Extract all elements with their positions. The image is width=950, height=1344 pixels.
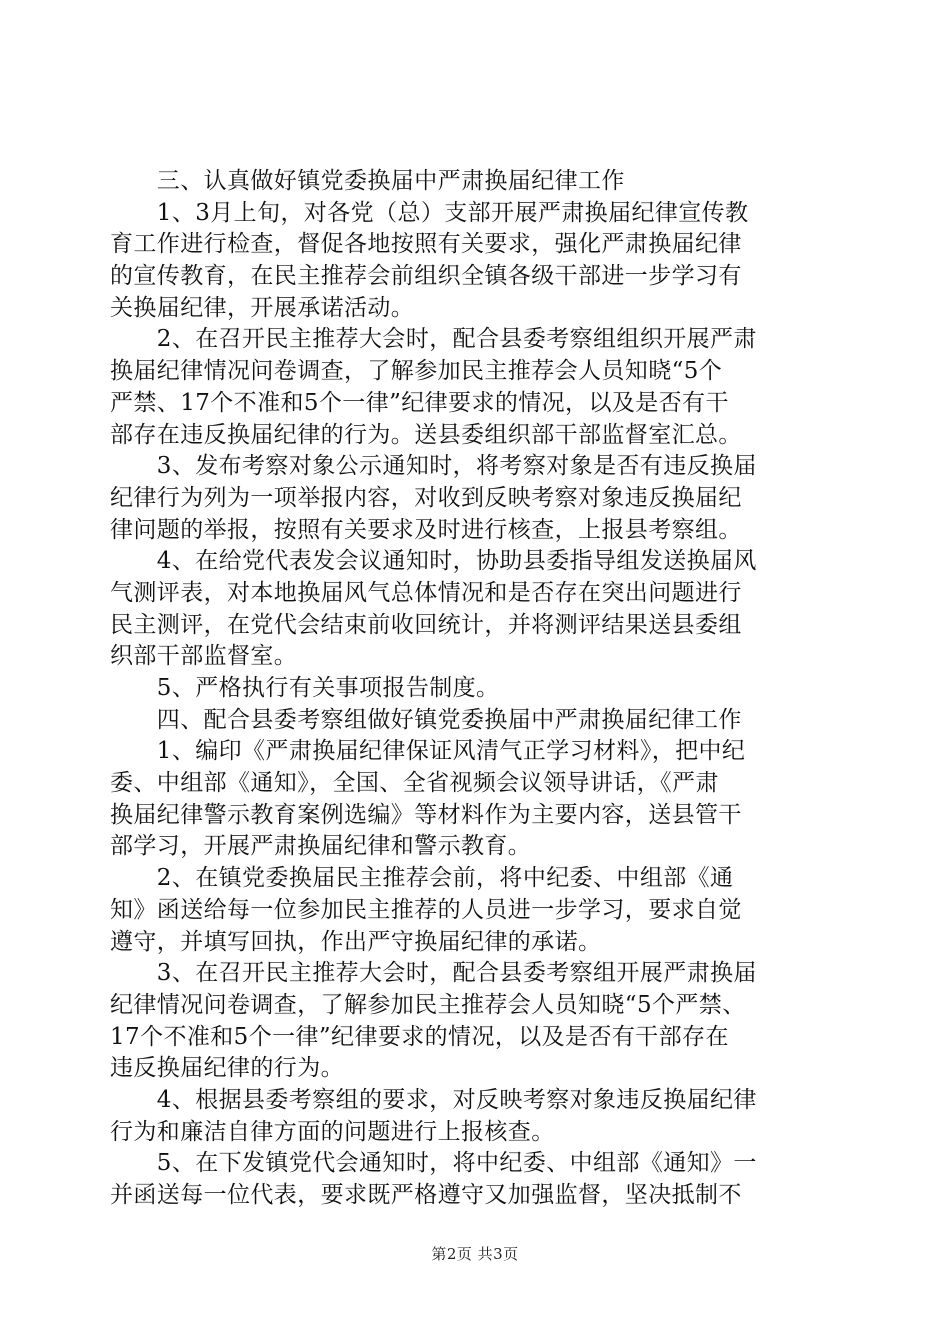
text-line: 4、在给党代表发会议通知时，协助县委指导组发送换届风 bbox=[110, 548, 757, 575]
text-line: 律问题的举报，按照有关要求及时进行核查，上报县考察组。 bbox=[110, 516, 742, 543]
document-body bbox=[110, 166, 830, 1212]
text-line: 2、在召开民主推荐大会时，配合县委考察组组织开展严肃 bbox=[110, 326, 757, 353]
text-line: 1、3月上旬，对各党（总）支部开展严肃换届纪律宣传教 bbox=[110, 199, 749, 226]
text-line: 部存在违反换届纪律的行为。送县委组织部干部监督室汇总。 bbox=[110, 421, 742, 448]
text-line: 遵守，并填写回执，作出严守换届纪律的承诺。 bbox=[110, 928, 602, 955]
text-line: 委、中组部《通知》，全国、全省视频会议领导讲话，《严肃 bbox=[110, 770, 719, 797]
text-line: 的宣传教育，在民主推荐会前组织全镇各级干部进一步学习有 bbox=[110, 263, 742, 290]
text-line: 关换届纪律，开展承诺活动。 bbox=[110, 294, 415, 321]
text-line: 行为和廉洁自律方面的问题进行上报核查。 bbox=[110, 1118, 555, 1145]
text-line: 1、编印《严肃换届纪律保证风清气正学习材料》，把中纪 bbox=[110, 738, 746, 765]
text-line: 四、配合县委考察组做好镇党委换届中严肃换届纪律工作 bbox=[110, 706, 742, 733]
text-line: 5、严格执行有关事项报告制度。 bbox=[110, 675, 500, 701]
text-line: 3、发布考察对象公示通知时，将考察对象是否有违反换届 bbox=[110, 453, 757, 480]
text-line: 并函送每一位代表，要求既严格遵守又加强监督，坚决抵制不 bbox=[110, 1182, 742, 1208]
text-line: 三、认真做好镇党委换届中严肃换届纪律工作 bbox=[110, 168, 625, 194]
text-line: 2、在镇党委换届民主推荐会前，将中纪委、中组部《通 bbox=[110, 865, 734, 892]
text-line: 织部干部监督室。 bbox=[110, 643, 298, 670]
text-line: 换届纪律警示教育案例选编》等材料作为主要内容，送县管干 bbox=[110, 801, 742, 828]
text-line: 纪律情况问卷调查，了解参加民主推荐会人员知晓“5个严禁、 bbox=[110, 991, 746, 1018]
text-line: 气测评表，对本地换届风气总体情况和是否存在突出问题进行 bbox=[110, 579, 742, 606]
text-line: 纪律行为列为一项举报内容，对收到反映考察对象违反换届纪 bbox=[110, 484, 742, 511]
text-line: 知》函送给每一位参加民主推荐的人员进一步学习，要求自觉 bbox=[110, 896, 742, 923]
text-line: 17个不准和5个一律”纪律要求的情况，以及是否有干部存在 bbox=[110, 1023, 729, 1050]
text-line: 民主测评，在党代会结束前收回统计，并将测评结果送县委组 bbox=[110, 611, 742, 638]
text-line: 4、根据县委考察组的要求，对反映考察对象违反换届纪律 bbox=[110, 1086, 757, 1113]
text-line: 育工作进行检查，督促各地按照有关要求，强化严肃换届纪律 bbox=[110, 231, 742, 258]
text-line: 严禁、17个不准和5个一律”纪律要求的情况，以及是否有干 bbox=[110, 389, 729, 416]
text-line: 换届纪律情况问卷调查，了解参加民主推荐会人员知晓“5个 bbox=[110, 358, 723, 385]
text-line: 5、在下发镇党代会通知时，将中纪委、中组部《通知》一 bbox=[110, 1150, 757, 1177]
text-line: 3、在召开民主推荐大会时，配合县委考察组开展严肃换届 bbox=[110, 960, 757, 987]
text-line: 部学习，开展严肃换届纪律和警示教育。 bbox=[110, 833, 532, 860]
page-number-footer: 第2页 共3页 bbox=[431, 1245, 519, 1263]
text-line: 违反换届纪律的行为。 bbox=[110, 1055, 344, 1082]
